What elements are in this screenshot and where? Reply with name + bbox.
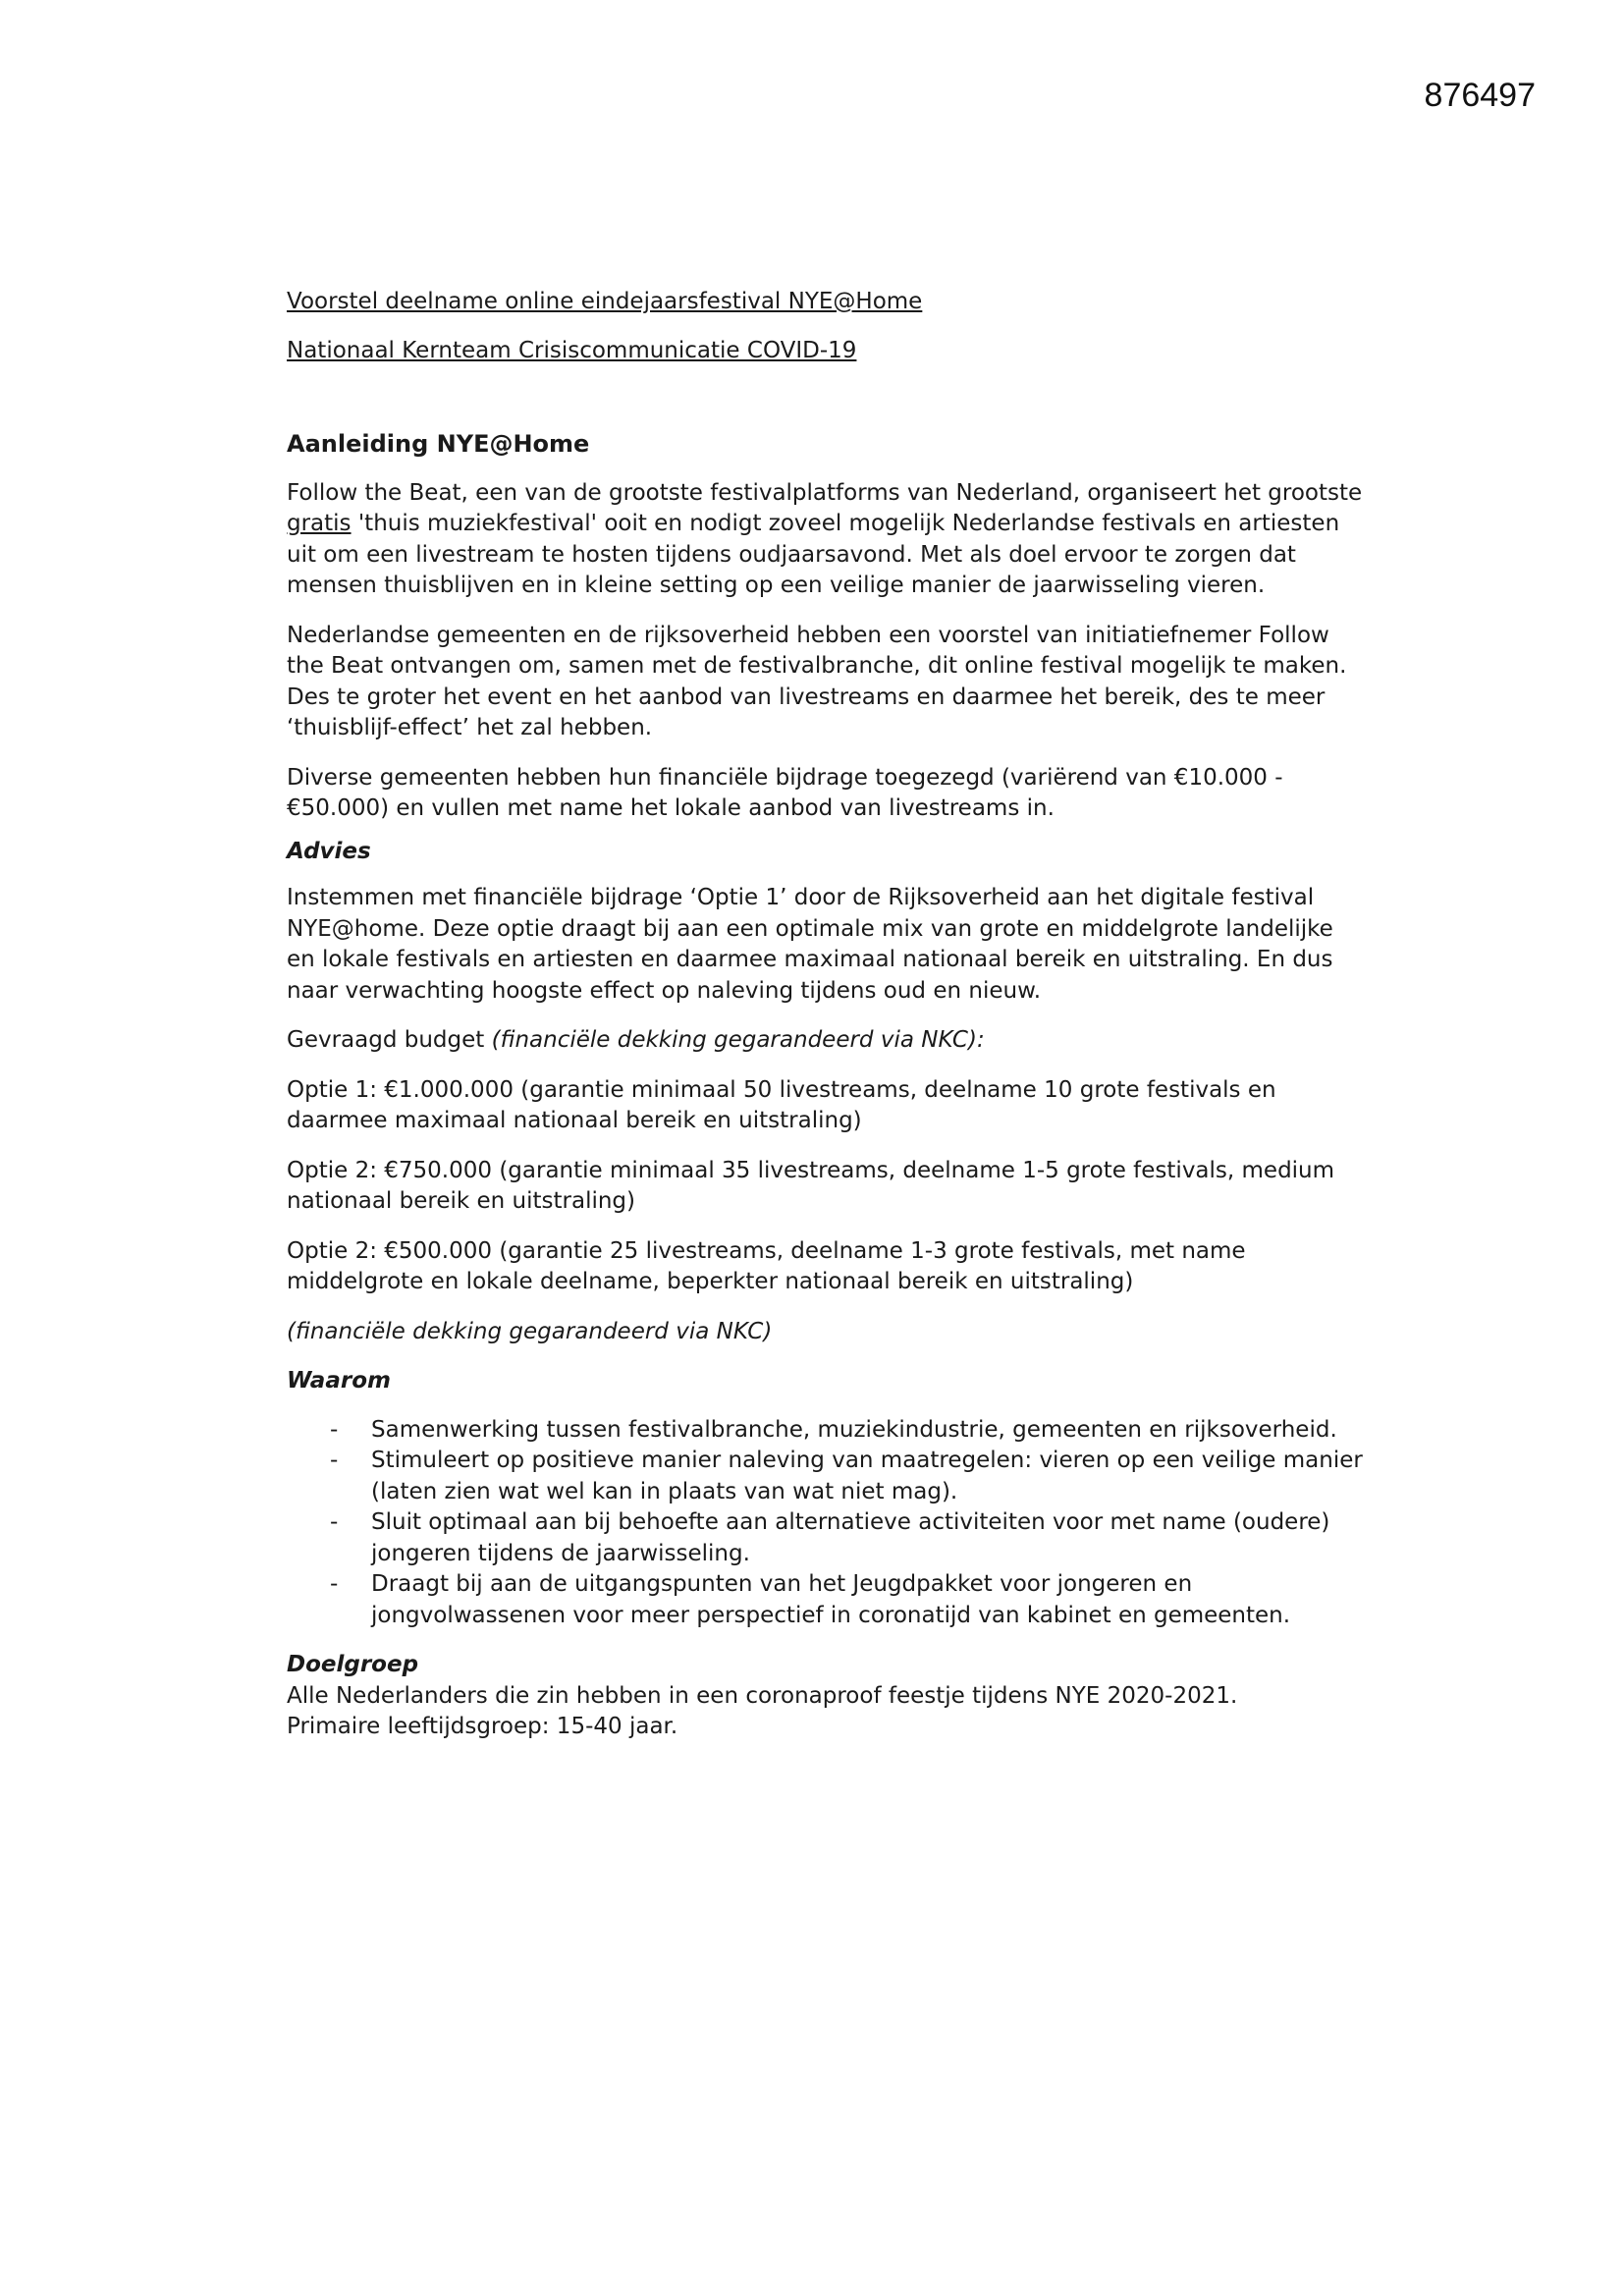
option-2: Optie 2: €750.000 (garantie minimaal 35 livestreams, deelname 1-5 grote festivals, medium nationaal bereik en uitstraling) [287,1157,1335,1214]
list-item-text: Stimuleert op positieve manier naleving van maatregelen: vieren op een veilige manier (laten zien wat wel kan in plaats van wat niet mag). [371,1448,1363,1504]
paragraph-aanleiding-3: Diverse gemeenten hebben hun financiële bijdrage toegezegd (variërend van €10.000 - €50.000) en vullen met name het lokale aanbod van livestreams in. [287,764,1283,821]
list-item-text: Samenwerking tussen festivalbranche, muziekindustrie, gemeenten en rijksoverheid. [371,1416,1337,1443]
doelgroep-line-2: Primaire leeftijdsgroep: 15-40 jaar. [287,1714,678,1739]
document-number: 876497 [1424,77,1536,114]
waarom-list [287,1415,1367,1632]
list-item-text: Sluit optimaal aan bij behoefte aan alternatieve activiteiten voor met name (oudere) jongeren tijdens de jaarwisseling. [371,1509,1330,1566]
paragraph-advies: Instemmen met financiële bijdrage ‘Optie 1’ door de Rijksoverheid aan het digitale festival NYE@home. Deze optie draagt bij aan een optimale mix van grote en middelgrote landelijke en lokale festivals en artiesten en daarmee maximaal nationaal bereik en uitstraling. En dus naar verwachting hoogste effect op naleving tijdens oud en nieuw. [287,885,1333,1004]
budget-line [287,1025,1367,1057]
underlined-word-gratis: gratis [287,511,352,536]
heading-aanleiding: Aanleiding NYE@Home [287,430,590,458]
list-dash: - [330,1416,339,1443]
paragraph-aanleiding-2: Nederlandse gemeenten en de rijksoverheid hebben een voorstel van initiatiefnemer Follow the Beat ontvangen om, samen met de festivalbranche, dit online festival mogelijk te maken. Des te groter het event en het aanbod van livestreams en daarmee het bereik, des te meer ‘thuisblijf-effect’ het zal hebben. [287,622,1347,740]
list-item [287,1415,1367,1447]
heading-advies: Advies [287,838,371,864]
document-body [287,287,1367,1743]
list-item [287,1569,1367,1631]
aanleiding-1-text-a: Follow the Beat, een van de grootste festivalplatforms van Nederland, organiseert het grootste [287,479,1363,506]
budget-note: (financiële dekking gegarandeerd via NKC): [491,1027,985,1053]
list-item [287,1446,1367,1507]
heading-doelgroep: Doelgroep [287,1652,419,1677]
paragraph-aanleiding-1 [287,478,1367,602]
document-subtitle: Nationaal Kernteam Crisiscommunicatie COVID-19 [287,337,857,363]
document-title: Voorstel deelname online eindejaarsfestival NYE@Home [287,289,923,314]
option-1: Optie 1: €1.000.000 (garantie minimaal 50 livestreams, deelname 10 grote festivals en daarmee maximaal nationaal bereik en uitstraling) [287,1076,1276,1133]
list-dash: - [330,1571,339,1597]
list-item [287,1507,1367,1569]
aanleiding-1-text-b: 'thuis muziekfestival' ooit en nodigt zoveel mogelijk Nederlandse festivals en artiesten uit om een livestream te hosten tijdens oudjaarsavond. Met als doel ervoor te zorgen dat mensen thuisblijven en in kleine setting op een veilige manier de jaarwisseling vieren. [287,511,1340,598]
financing-footnote: (financiële dekking gegarandeerd via NKC) [287,1318,773,1344]
list-dash: - [330,1509,339,1535]
list-dash: - [330,1448,339,1473]
option-3: Optie 2: €500.000 (garantie 25 livestreams, deelname 1-3 grote festivals, met name middelgrote en lokale deelname, beperkter nationaal bereik en uitstraling) [287,1237,1246,1294]
heading-waarom: Waarom [287,1368,391,1394]
list-item-text: Draagt bij aan de uitgangspunten van het Jeugdpakket voor jongeren en jongvolwassenen voor meer perspectief in coronatijd van kabinet en gemeenten. [371,1571,1291,1628]
doelgroep-line-1: Alle Nederlanders die zin hebben in een coronaproof feestje tijdens NYE 2020-2021. [287,1682,1238,1709]
budget-label: Gevraagd budget [287,1027,492,1053]
